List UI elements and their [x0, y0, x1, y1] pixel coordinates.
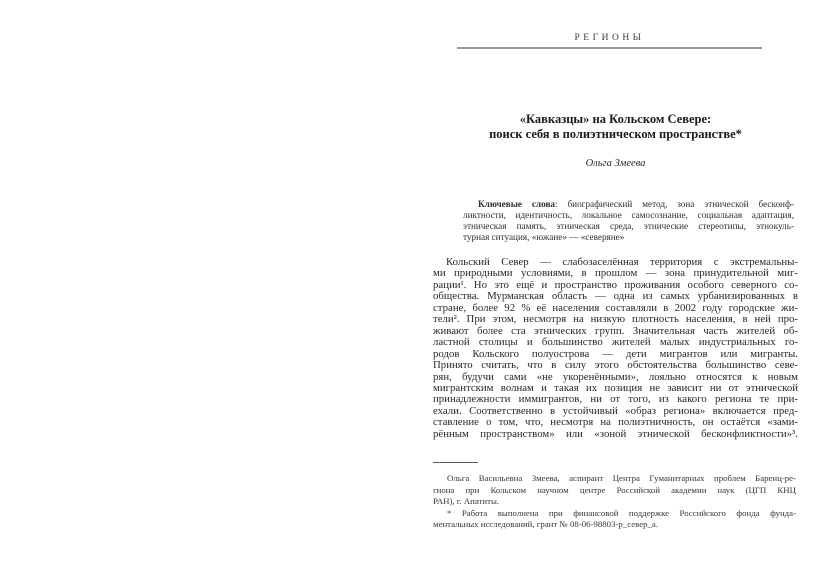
body-line: стране, более 92 % её населения составляли в 2002 году городские жи-	[433, 301, 798, 314]
body-line: рян, будучи сами «не укоренёнными», лояльно относятся к новым	[433, 370, 798, 383]
body-line: тели². При этом, несмотря на низкую плотность населения, в ней про-	[433, 313, 798, 326]
article-title-line-1: «Кавказцы» на Кольском Севере:	[519, 112, 712, 126]
body-line: мигрантским волнам и такая их позиция не зависит ни от этнической	[433, 381, 798, 394]
footnote-grant-line: * Работа выполнена при финансовой поддержке Российского фонда фунда-	[447, 507, 796, 518]
body-paragraph	[433, 257, 798, 440]
article-title-line-2: поиск себя в полиэтническом пространстве*	[489, 127, 742, 141]
keywords-block	[463, 199, 794, 243]
body-line: Кольский Север — слабозаселённая территория с экстремальны-	[446, 256, 798, 268]
footnotes-block	[433, 473, 796, 531]
author-name: Ольга Змеева	[585, 158, 646, 169]
footnote-author-line: РАН), г. Апатиты.	[433, 496, 500, 507]
keywords-line	[463, 199, 794, 210]
footnote-rule	[433, 462, 478, 463]
body-line: ставление о том, что, несмотря на полиэтничность, он остаётся «зами-	[433, 416, 798, 429]
footnote-grant-line: ментальных исследований, грант № 08-06-98803-р_север_а.	[433, 519, 659, 530]
keywords-line: этническая память, этническая среда, этнические стереотипы, этнокуль-	[463, 220, 794, 231]
body-line: рённым пространством» или «зоной этнической бесконфликтности»³.	[433, 427, 798, 440]
keywords-text-start: : биографический метод, зона этнической бесконф-	[555, 199, 794, 209]
keywords-line: турная ситуация, «южане» — «северяне»	[463, 231, 625, 242]
body-line: ми природными условиями, в прошлом — зона принудительной миг-	[433, 267, 798, 280]
keywords-label: Ключевые слова	[478, 199, 556, 209]
body-line: Принято считать, что в силу этого обстоятельства большинство севе-	[433, 359, 798, 372]
body-line: ехали. Соответственно в устойчивый «образ региона» включается пред-	[433, 404, 798, 417]
keywords-line: ликтности, идентичность, локальное самосознание, социальная адаптация,	[463, 209, 794, 220]
body-line: принадлежности иммигрантов, ни от того, из какого региона те при-	[433, 393, 798, 406]
body-line: живают более ста этнических групп. Значительная часть жителей об-	[433, 324, 798, 337]
body-line: рации¹. Но это ещё и пространство проживания особого северного со-	[433, 278, 798, 291]
footnote-author-line: Ольга Васильевна Змеева, аспирант Центра Гуманитарных проблем Баренц-ре-	[447, 473, 796, 483]
body-line: ластной столицы и большинство жителей малых индустриальных го-	[433, 336, 798, 349]
running-header: РЕГИОНЫ	[574, 33, 645, 43]
footnote-author-line: гиона при Кольском научном центре Российской академии наук (ЦГП КНЦ	[433, 484, 796, 495]
body-line: общества. Мурманская область — одна из самых урбанизированных в	[433, 290, 798, 303]
article-title	[433, 112, 798, 142]
body-line: родов Кольского полуострова — дети мигрантов или мигранты.	[433, 347, 798, 360]
header-rule	[457, 47, 762, 49]
